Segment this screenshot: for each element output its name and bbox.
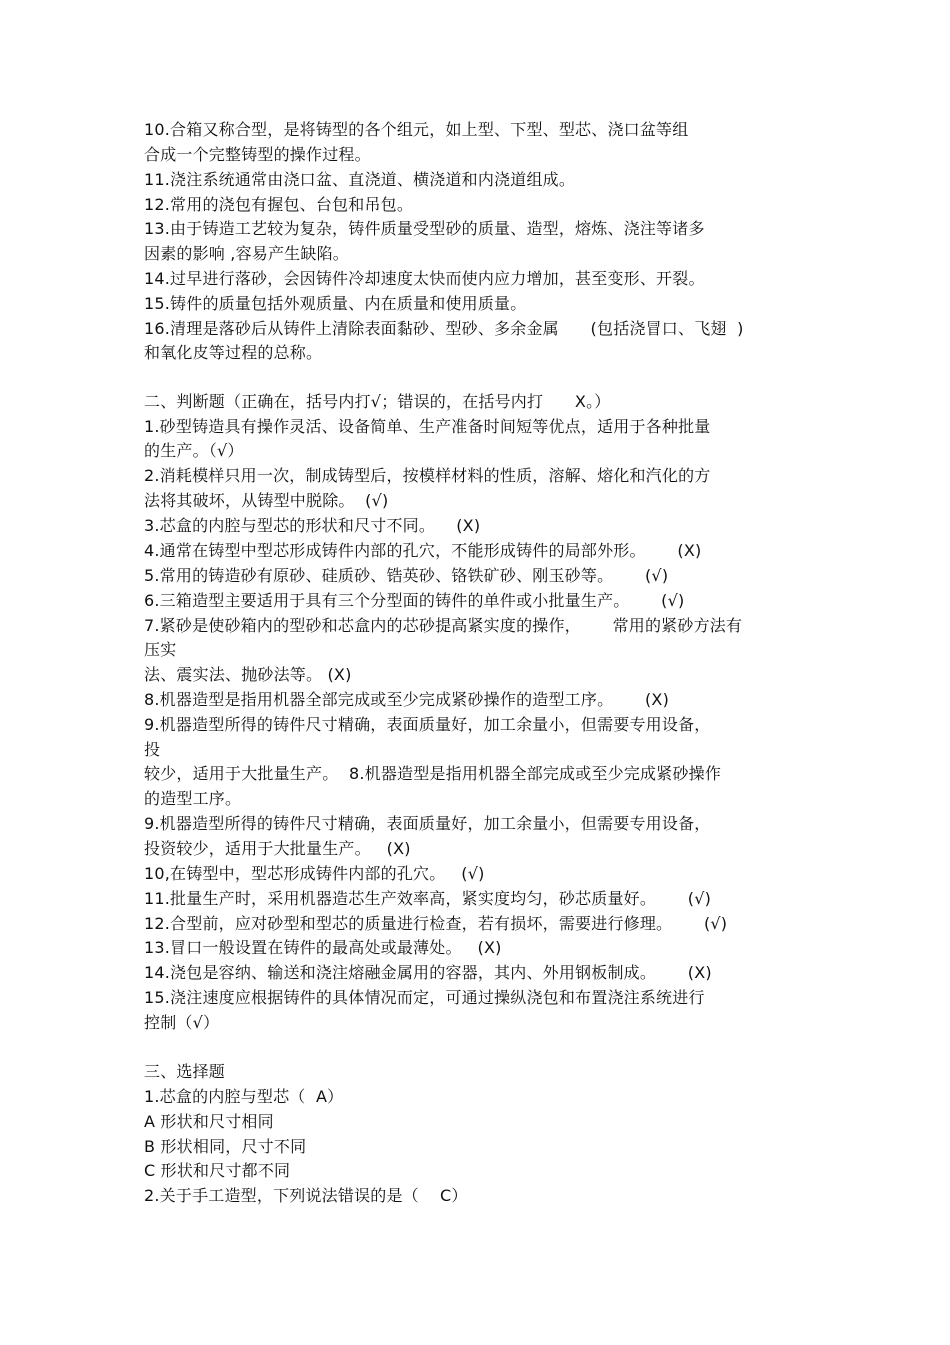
section-heading-judgment: 二、判断题（正确在，括号内打√；错误的，在括号内打 X。）: [144, 392, 611, 411]
judgment-9-line-3: 较少，适用于大批量生产。 8.机器造型是指用机器全部完成或至少完成紧砂操作: [144, 764, 722, 783]
answer-15: 15.铸件的质量包括外观质量、内在质量和使用质量。: [144, 294, 527, 313]
judgment-6: 6.三箱造型主要适用于具有三个分型面的铸件的单件或小批量生产。 (√): [144, 591, 685, 610]
answer-13-line-1: 13.由于铸造工艺较为复杂，铸件质量受型砂的质量、造型，熔炼、浇注等诸多: [144, 219, 705, 238]
judgment-14: 14.浇包是容纳、输送和浇注熔融金属用的容器，其内、外用钢板制成。 (X): [144, 963, 712, 982]
choice-1-option-b: B 形状相同，尺寸不同: [144, 1137, 307, 1156]
answer-10-line-1: 10.合箱又称合型，是将铸型的各个组元，如上型、下型、型芯、浇口盆等组: [144, 120, 689, 139]
answer-10-line-2: 合成一个完整铸型的操作过程。: [144, 145, 371, 164]
judgment-15-line-1: 15.浇注速度应根据铸件的具体情况而定，可通过操纵浇包和布置浇注系统进行: [144, 988, 705, 1007]
judgment-9-line-2: 投: [144, 740, 161, 759]
judgment-8-repeat-line-2: 的造型工序。: [144, 789, 242, 808]
answer-16-line-1: 16.清理是落砂后从铸件上清除表面黏砂、型砂、多余金属 (包括浇冒口、飞翅 ): [144, 319, 744, 338]
judgment-7-line-1: 7.紧砂是使砂箱内的型砂和芯盒内的芯砂提高紧实度的操作， 常用的紧砂方法有: [144, 616, 743, 635]
judgment-3: 3.芯盒的内腔与型芯的形状和尺寸不同。 (X): [144, 516, 481, 535]
section-heading-choice: 三、选择题: [144, 1062, 226, 1081]
choice-2-question: 2.关于手工造型，下列说法错误的是（ C）: [144, 1186, 468, 1205]
judgment-9-line-1: 9.机器造型所得的铸件尺寸精确，表面质量好，加工余量小，但需要专用设备，: [144, 715, 711, 734]
judgment-2-line-1: 2.消耗模样只用一次，制成铸型后，按模样材料的性质，溶解、熔化和汽化的方: [144, 466, 711, 485]
answer-13-line-2: 因素的影响 ,容易产生缺陷。: [144, 244, 349, 263]
answer-16-line-2: 和氧化皮等过程的总称。: [144, 343, 323, 362]
judgment-2-line-2: 法将其破坏，从铸型中脱除。 (√): [144, 491, 389, 510]
choice-1-option-a: A 形状和尺寸相同: [144, 1112, 274, 1131]
judgment-11: 11.批量生产时，采用机器造芯生产效率高，紧实度均匀，砂芯质量好。 (√): [144, 889, 712, 908]
answer-14: 14.过早进行落砂，会因铸件冷却速度太快而使内应力增加，甚至变形、开裂。: [144, 269, 705, 288]
judgment-8: 8.机器造型是指用机器全部完成或至少完成紧砂操作的造型工序。 (X): [144, 690, 670, 709]
judgment-1-line-1: 1.砂型铸造具有操作灵活、设备简单、生产准备时间短等优点，适用于各种批量: [144, 417, 711, 436]
judgment-9-repeat-line-1: 9.机器造型所得的铸件尺寸精确，表面质量好，加工余量小，但需要专用设备，: [144, 814, 711, 833]
judgment-4: 4.通常在铸型中型芯形成铸件内部的孔穴，不能形成铸件的局部外形。 (X): [144, 541, 702, 560]
judgment-5: 5.常用的铸造砂有原砂、硅质砂、锆英砂、铬铁矿砂、刚玉砂等。 (√): [144, 566, 669, 585]
answer-12: 12.常用的浇包有握包、台包和吊包。: [144, 195, 414, 214]
answer-11: 11.浇注系统通常由浇口盆、直浇道、横浇道和内浇道组成。: [144, 170, 576, 189]
judgment-15-line-2: 控制（√）: [144, 1013, 220, 1032]
judgment-13: 13.冒口一般设置在铸件的最高处或最薄处。 (X): [144, 938, 502, 957]
judgment-10: 10,在铸型中，型芯形成铸件内部的孔穴。 (√): [144, 864, 485, 883]
judgment-1-line-2: 的生产。（√）: [144, 441, 244, 460]
judgment-7-line-2: 压实: [144, 640, 177, 659]
judgment-9-repeat-line-2: 投资较少，适用于大批量生产。 (X): [144, 839, 411, 858]
judgment-7-line-3: 法、震实法、抛砂法等。 (X): [144, 665, 352, 684]
choice-1-question: 1.芯盒的内腔与型芯（ A）: [144, 1087, 344, 1106]
choice-1-option-c: C 形状和尺寸都不同: [144, 1161, 291, 1180]
judgment-12: 12.合型前，应对砂型和型芯的质量进行检查，若有损坏，需要进行修理。 (√): [144, 914, 728, 933]
